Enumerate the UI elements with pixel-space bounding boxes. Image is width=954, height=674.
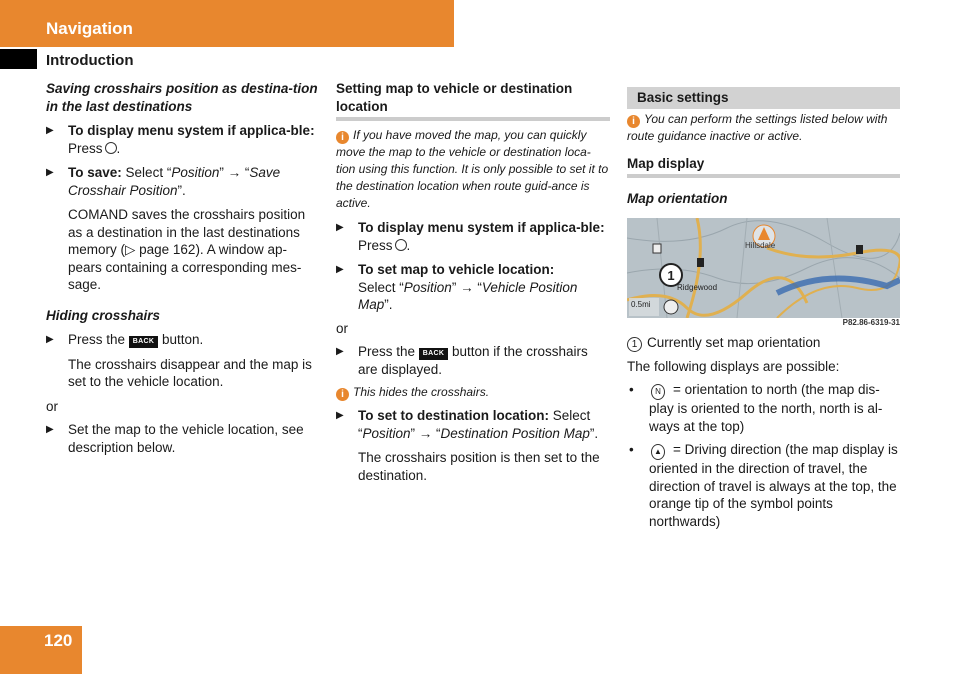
controller-knob-icon xyxy=(105,142,117,154)
step-arrow-icon: ▶ xyxy=(336,264,344,275)
callout-number: 1 xyxy=(627,337,642,352)
heading-hiding-crosshairs: Hiding crosshairs xyxy=(46,307,161,323)
then-arrow-icon: → xyxy=(418,425,433,441)
step-press-back: ▶ Press the BACK button. xyxy=(46,332,204,347)
step-display-menu: ▶ To display menu system if applica-ble: Press . xyxy=(336,220,605,253)
step-arrow-icon: ▶ xyxy=(46,125,54,136)
poi-icon xyxy=(653,244,661,253)
column-3 xyxy=(627,87,900,530)
fuel-station-icon xyxy=(697,258,704,267)
section-title: Introduction xyxy=(46,52,134,69)
info-note-hides: i This hides the crosshairs. xyxy=(336,384,610,401)
info-icon: i xyxy=(336,131,349,144)
para-comand-saves: COMAND saves the crosshairs position as a destination in the last destinations memory (▷ page 162). A window ap-pears containing a corresponding mes-sage. xyxy=(68,207,306,292)
bullet-driving-direction: • ▲ = Driving direction (the map display is oriented in the direction of travel, the direction of travel is always at the top, the orange tip of the symbol points northwards) xyxy=(629,442,898,529)
map-scale-label: 0.5mi xyxy=(631,299,651,309)
north-up-icon: N xyxy=(651,384,665,400)
step-arrow-icon: ▶ xyxy=(46,424,54,435)
map-image xyxy=(627,218,900,318)
chapter-title: Navigation xyxy=(46,19,133,38)
step-arrow-icon: ▶ xyxy=(46,334,54,345)
info-icon: i xyxy=(627,115,640,128)
info-note-settings: i You can perform the settings listed below with route guidance inactive or active. xyxy=(627,111,888,143)
back-button-icon: BACK xyxy=(419,348,448,360)
step-set-map: ▶ Set the map to the vehicle location, see description below. xyxy=(46,422,304,455)
figure-code: P82.86-6319-31 xyxy=(842,317,900,327)
or-text: or xyxy=(46,398,59,414)
page-number: 120 xyxy=(44,631,73,650)
heading-up-icon: ▲ xyxy=(651,444,665,460)
column-1 xyxy=(46,80,320,456)
bullet-dot: • xyxy=(629,382,634,397)
intro-displays: The following displays are possible: xyxy=(627,358,840,374)
column-2 xyxy=(336,80,610,484)
bullet-dot: • xyxy=(629,442,634,457)
step-arrow-icon: ▶ xyxy=(336,346,344,357)
step-save: ▶ To save: Select “Position” → “Save Crosshair Position”. xyxy=(46,165,281,198)
then-arrow-icon: → xyxy=(227,165,242,180)
step-vehicle-location: ▶ To set map to vehicle location: Select “Position” → “Vehicle Position Map”. xyxy=(336,262,578,312)
back-button-icon: BACK xyxy=(129,336,158,348)
map-marker-1: 1 xyxy=(667,267,675,283)
or-text: or xyxy=(336,320,349,336)
map-label-ridgewood: Ridgewood xyxy=(677,282,718,292)
map-label-hillsdale: Hillsdale xyxy=(745,240,776,250)
heading-saving-crosshairs: Saving crosshairs position as destina-tion in the last destinations xyxy=(46,81,318,114)
step-arrow-icon: ▶ xyxy=(46,167,54,178)
then-arrow-icon: → xyxy=(460,279,474,295)
fuel-station-icon xyxy=(856,245,863,254)
map-screenshot xyxy=(627,218,900,318)
compass-icon xyxy=(664,300,678,314)
info-note-move-map: i If you have moved the map, you can quickly move the map to the vehicle or destination loca-tion using this function. It is only possible to set it to the destination location when route guid-ance is active. xyxy=(336,128,609,210)
heading-basic-settings: Basic settings xyxy=(627,87,900,109)
para-crosshairs-disappear: The crosshairs disappear and the map is set to the vehicle location. xyxy=(68,356,312,389)
heading-map-orientation: Map orientation xyxy=(627,191,728,206)
step-arrow-icon: ▶ xyxy=(336,222,344,233)
section-marker xyxy=(0,49,37,69)
heading-set-map-location: Setting map to vehicle or destination location xyxy=(336,80,610,121)
step-destination-location: ▶ To set to destination location: Select “Position” → “Destination Position Map”. xyxy=(336,408,599,441)
step-press-back: ▶ Press the BACK button if the crosshairs are displayed. xyxy=(336,344,588,377)
controller-knob-icon xyxy=(395,239,407,251)
heading-map-display: Map display xyxy=(627,155,900,179)
caption-orientation: 1 Currently set map orientation xyxy=(627,334,900,352)
para-crosshairs-set: The crosshairs position is then set to the destination. xyxy=(358,450,600,483)
step-arrow-icon: ▶ xyxy=(336,410,344,421)
bullet-north: • N = orientation to north (the map dis-play is oriented to the north, north is al-ways at the top) xyxy=(629,382,883,434)
step-display-menu: ▶ To display menu system if applica-ble: Press . xyxy=(46,123,315,156)
info-icon: i xyxy=(336,388,349,401)
